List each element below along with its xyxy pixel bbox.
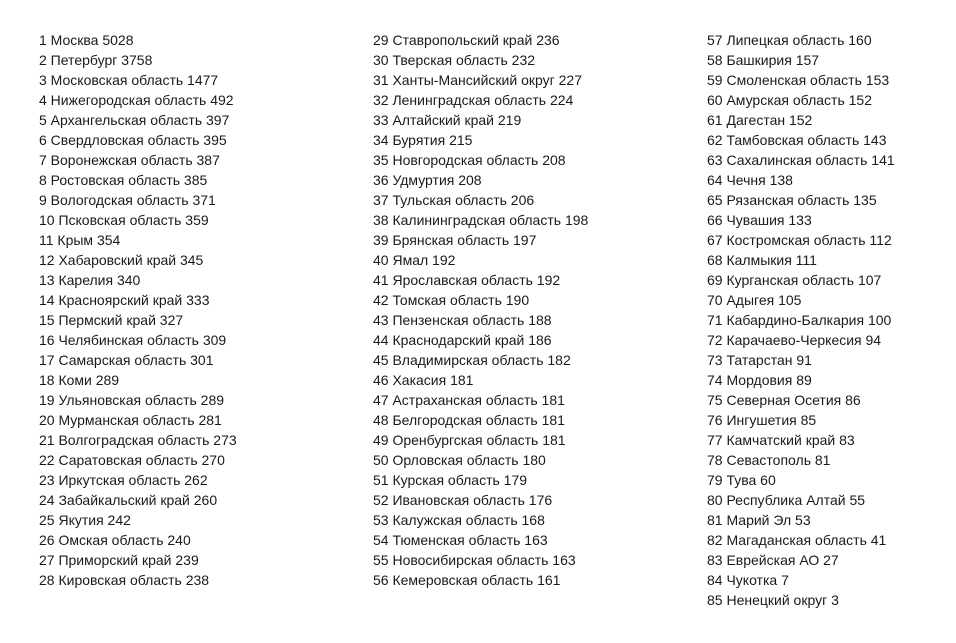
- region-list-item: 51 Курская область 179: [373, 472, 528, 488]
- region-list-item: 43 Пензенская область 188: [373, 312, 552, 328]
- region-list-item: 31 Ханты-Мансийский округ 227: [373, 72, 582, 88]
- region-list-item: 62 Тамбовская область 143: [707, 132, 887, 148]
- region-list-item: 68 Калмыкия 111: [707, 252, 817, 268]
- region-list-item: 27 Приморский край 239: [39, 552, 199, 568]
- region-list-item: 1 Москва 5028: [39, 32, 134, 48]
- region-list-item: 12 Хабаровский край 345: [39, 252, 204, 268]
- region-list-item: 14 Красноярский край 333: [39, 292, 210, 308]
- region-list-item: 23 Иркутская область 262: [39, 472, 208, 488]
- region-list-item: 3 Московская область 1477: [39, 72, 219, 88]
- region-list-item: 57 Липецкая область 160: [707, 32, 872, 48]
- region-list-item: 2 Петербург 3758: [39, 52, 153, 68]
- region-list-item: 17 Самарская область 301: [39, 352, 214, 368]
- region-list-item: 63 Сахалинская область 141: [707, 152, 895, 168]
- region-list-item: 21 Волгоградская область 273: [39, 432, 237, 448]
- region-list-item: 84 Чукотка 7: [707, 572, 789, 588]
- region-list-item: 72 Карачаево-Черкесия 94: [707, 332, 882, 348]
- region-list-item: 70 Адыгея 105: [707, 292, 802, 308]
- region-list-item: 9 Вологодская область 371: [39, 192, 216, 208]
- region-list-item: 64 Чечня 138: [707, 172, 793, 188]
- region-list-item: 40 Ямал 192: [373, 252, 456, 268]
- region-list-item: 42 Томская область 190: [373, 292, 530, 308]
- region-list-item: 37 Тульская область 206: [373, 192, 535, 208]
- region-list-column-3: [707, 30, 895, 610]
- region-list-item: 29 Ставропольский край 236: [373, 32, 560, 48]
- region-list-item: 71 Кабардино-Балкария 100: [707, 312, 892, 328]
- region-list-item: 76 Ингушетия 85: [707, 412, 817, 428]
- region-list-item: 30 Тверская область 232: [373, 52, 536, 68]
- region-list-item: 19 Ульяновская область 289: [39, 392, 225, 408]
- region-list-item: 5 Архангельская область 397: [39, 112, 230, 128]
- region-list-item: 8 Ростовская область 385: [39, 172, 208, 188]
- region-list-item: 13 Карелия 340: [39, 272, 141, 288]
- region-list-column-1: [39, 30, 237, 590]
- region-list-item: 83 Еврейская АО 27: [707, 552, 839, 568]
- region-list-item: 35 Новгородская область 208: [373, 152, 566, 168]
- region-list-item: 81 Марий Эл 53: [707, 512, 811, 528]
- region-list-item: 85 Ненецкий округ 3: [707, 592, 839, 608]
- region-list-item: 66 Чувашия 133: [707, 212, 812, 228]
- region-list-item: 54 Тюменская область 163: [373, 532, 548, 548]
- region-list-item: 56 Кемеровская область 161: [373, 572, 561, 588]
- region-list-item: 44 Краснодарский край 186: [373, 332, 552, 348]
- region-list-item: 41 Ярославская область 192: [373, 272, 561, 288]
- region-list-item: 73 Татарстан 91: [707, 352, 812, 368]
- region-list-item: 74 Мордовия 89: [707, 372, 812, 388]
- region-list-item: 82 Магаданская область 41: [707, 532, 887, 548]
- region-list-item: 52 Ивановская область 176: [373, 492, 553, 508]
- region-list-item: 77 Камчатский край 83: [707, 432, 855, 448]
- region-list-item: 32 Ленинградская область 224: [373, 92, 574, 108]
- region-list-item: 45 Владимирская область 182: [373, 352, 571, 368]
- region-list-item: 80 Республика Алтай 55: [707, 492, 866, 508]
- region-list-item: 59 Смоленская область 153: [707, 72, 890, 88]
- region-list-item: 20 Мурманская область 281: [39, 412, 222, 428]
- region-list-item: 50 Орловская область 180: [373, 452, 546, 468]
- region-list-item: 16 Челябинская область 309: [39, 332, 227, 348]
- region-list-item: 11 Крым 354: [39, 232, 121, 248]
- region-list-item: 38 Калининградская область 198: [373, 212, 589, 228]
- region-list-item: 4 Нижегородская область 492: [39, 92, 234, 108]
- region-list-item: 33 Алтайский край 219: [373, 112, 522, 128]
- region-list-item: 60 Амурская область 152: [707, 92, 872, 108]
- region-list-item: 6 Свердловская область 395: [39, 132, 227, 148]
- region-list-column-2: [373, 30, 588, 590]
- region-list-item: 58 Башкирия 157: [707, 52, 820, 68]
- region-list-item: 47 Астраханская область 181: [373, 392, 565, 408]
- region-list-item: 48 Белгородская область 181: [373, 412, 565, 428]
- region-list-item: 24 Забайкальский край 260: [39, 492, 218, 508]
- region-list-item: 49 Оренбургская область 181: [373, 432, 566, 448]
- region-list-item: 34 Бурятия 215: [373, 132, 473, 148]
- region-list-item: 79 Тува 60: [707, 472, 776, 488]
- region-list-item: 28 Кировская область 238: [39, 572, 210, 588]
- region-list-item: 61 Дагестан 152: [707, 112, 813, 128]
- region-list-item: 10 Псковская область 359: [39, 212, 209, 228]
- region-list-item: 7 Воронежская область 387: [39, 152, 220, 168]
- region-list-item: 22 Саратовская область 270: [39, 452, 225, 468]
- region-list-item: 67 Костромская область 112: [707, 232, 892, 248]
- region-list-item: 15 Пермский край 327: [39, 312, 184, 328]
- region-list-item: 78 Севастополь 81: [707, 452, 831, 468]
- region-list-item: 65 Рязанская область 135: [707, 192, 877, 208]
- region-list-item: 39 Брянская область 197: [373, 232, 537, 248]
- region-list-item: 18 Коми 289: [39, 372, 120, 388]
- region-list-item: 75 Северная Осетия 86: [707, 392, 861, 408]
- region-list-item: 53 Калужская область 168: [373, 512, 545, 528]
- region-list-item: 25 Якутия 242: [39, 512, 131, 528]
- region-list-item: 46 Хакасия 181: [373, 372, 474, 388]
- region-list-item: 69 Курганская область 107: [707, 272, 882, 288]
- region-list-item: 26 Омская область 240: [39, 532, 191, 548]
- region-list-item: 55 Новосибирская область 163: [373, 552, 576, 568]
- region-list-item: 36 Удмуртия 208: [373, 172, 482, 188]
